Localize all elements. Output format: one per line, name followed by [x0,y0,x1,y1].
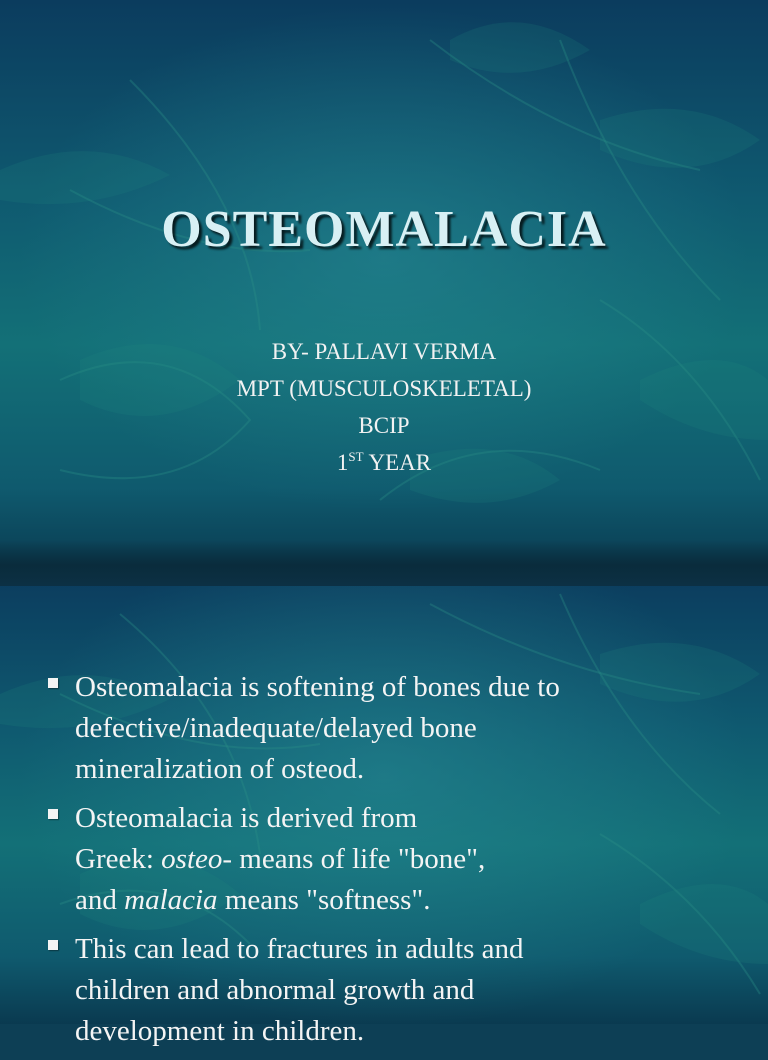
text-span: Greek: [75,843,162,875]
author-line: BY- PALLAVI VERMA [271,339,497,364]
year-number: 1 [336,450,349,475]
year-suffix: ST [348,449,364,464]
square-bullet-icon [48,809,58,819]
bullet-text-line: mineralization of osteod. [75,753,365,785]
content-slide [0,574,768,1047]
slide-subtitle [0,333,768,481]
bullet-text-line: development in children. [75,1015,365,1047]
bullet-list [48,667,748,1060]
bullet-text-line [75,880,748,921]
italic-term: osteo- [161,843,233,875]
bullet-consequences [48,929,748,1052]
bullet-text-line: children and abnormal growth and [75,974,475,1006]
bullet-text-line: This can lead to fractures in adults and [75,933,524,965]
bullet-definition [48,667,748,790]
square-bullet-icon [48,940,58,950]
bullet-etymology [48,798,748,921]
year-word: YEAR [368,450,432,475]
bullet-text-line [75,839,748,880]
square-bullet-icon [48,678,58,688]
bullet-text-line: Osteomalacia is softening of bones due to [75,671,560,703]
institute-line: BCIP [358,413,410,438]
slide-title: OSTEOMALACIA [161,201,607,258]
italic-term: malacia [124,884,218,916]
degree-line: MPT (MUSCULOSKELETAL) [236,376,532,401]
slide-divider [0,540,768,586]
bullet-text-line: defective/inadequate/delayed bone [75,712,477,744]
text-span: means of life "bone", [232,843,486,875]
text-span: means "softness". [217,884,431,916]
text-span: and [75,884,125,916]
year-line [0,444,768,481]
bullet-text-line: Osteomalacia is derived from [75,802,418,834]
